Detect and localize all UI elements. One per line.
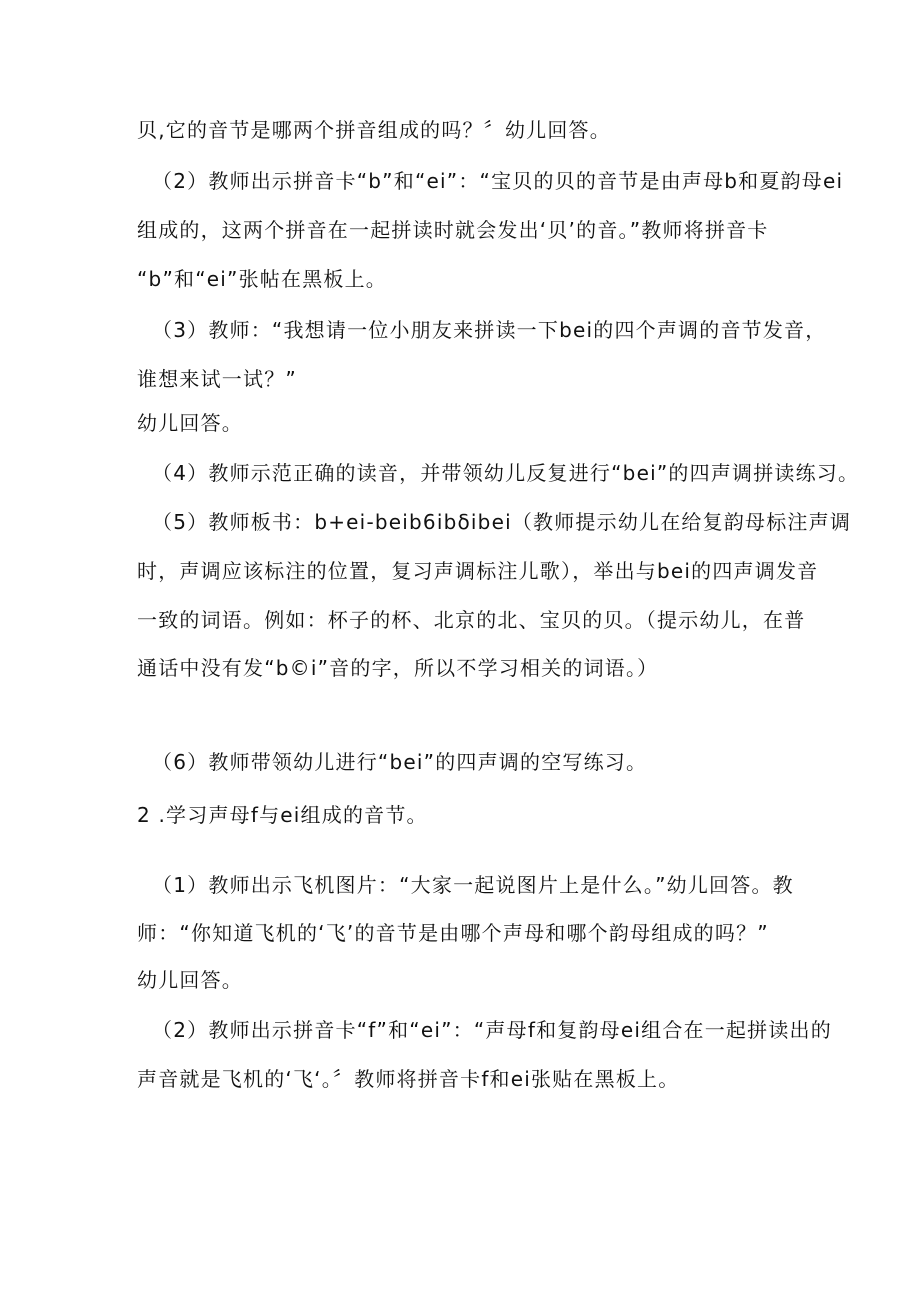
text-line: （2）教师出示拼音卡“b”和“ei”：“宝贝的贝的音节是由声母b和夏韵母ei xyxy=(152,169,844,193)
text-line: 师：“你知道飞机的‘飞’的音节是由哪个声母和哪个韵母组成的吗？” xyxy=(137,921,769,945)
text-line: 时，声调应该标注的位置，复习声调标注儿歌），举出与bei的四声调发音 xyxy=(137,559,819,583)
text-line: 幼儿回答。 xyxy=(137,968,243,992)
text-line: 谁想来试一试？” xyxy=(137,367,297,391)
text-line: 通话中没有发“b©i”音的字，所以不学习相关的词语。） xyxy=(137,656,659,680)
text-line: 组成的，这两个拼音在一起拼读时就会发出‘贝’的音。”教师将拼音卡 xyxy=(137,218,769,242)
text-line: （2）教师出示拼音卡“f”和“ei”：“声母f和复韵母ei组合在一起拼读出的 xyxy=(152,1018,832,1042)
text-line: （4）教师示范正确的读音，并带领幼儿反复进行“bei”的四声调拼读练习。 xyxy=(152,461,860,485)
text-line: （3）教师：“我想请一位小朋友来拼读一下bei的四个声调的音节发音， xyxy=(152,318,827,342)
text-line: 声音就是飞机的‘飞‘。〞教师将拼音卡f和ei张贴在黑板上。 xyxy=(137,1067,680,1091)
text-line: 一致的词语。例如：杯子的杯、北京的北、宝贝的贝。（提示幼儿，在普 xyxy=(137,608,806,632)
section-heading: 2 .学习声母f与ei组成的音节。 xyxy=(137,803,428,827)
text-line: “b”和“ei”张帖在黑板上。 xyxy=(137,267,388,291)
text-line: （1）教师出示飞机图片：“大家一起说图片上是什么。”幼儿回答。教 xyxy=(152,873,794,897)
text-line: 幼儿回答。 xyxy=(137,411,243,435)
text-line: 贝,它的音节是哪两个拼音组成的吗？〞幼儿回答。 xyxy=(137,118,611,142)
text-line: （5）教师板书：b+ei-beib6ibδibei（教师提示幼儿在给复韵母标注声调 xyxy=(152,510,852,534)
text-line: （6）教师带领幼儿进行“bei”的四声调的空写练习。 xyxy=(152,750,648,774)
